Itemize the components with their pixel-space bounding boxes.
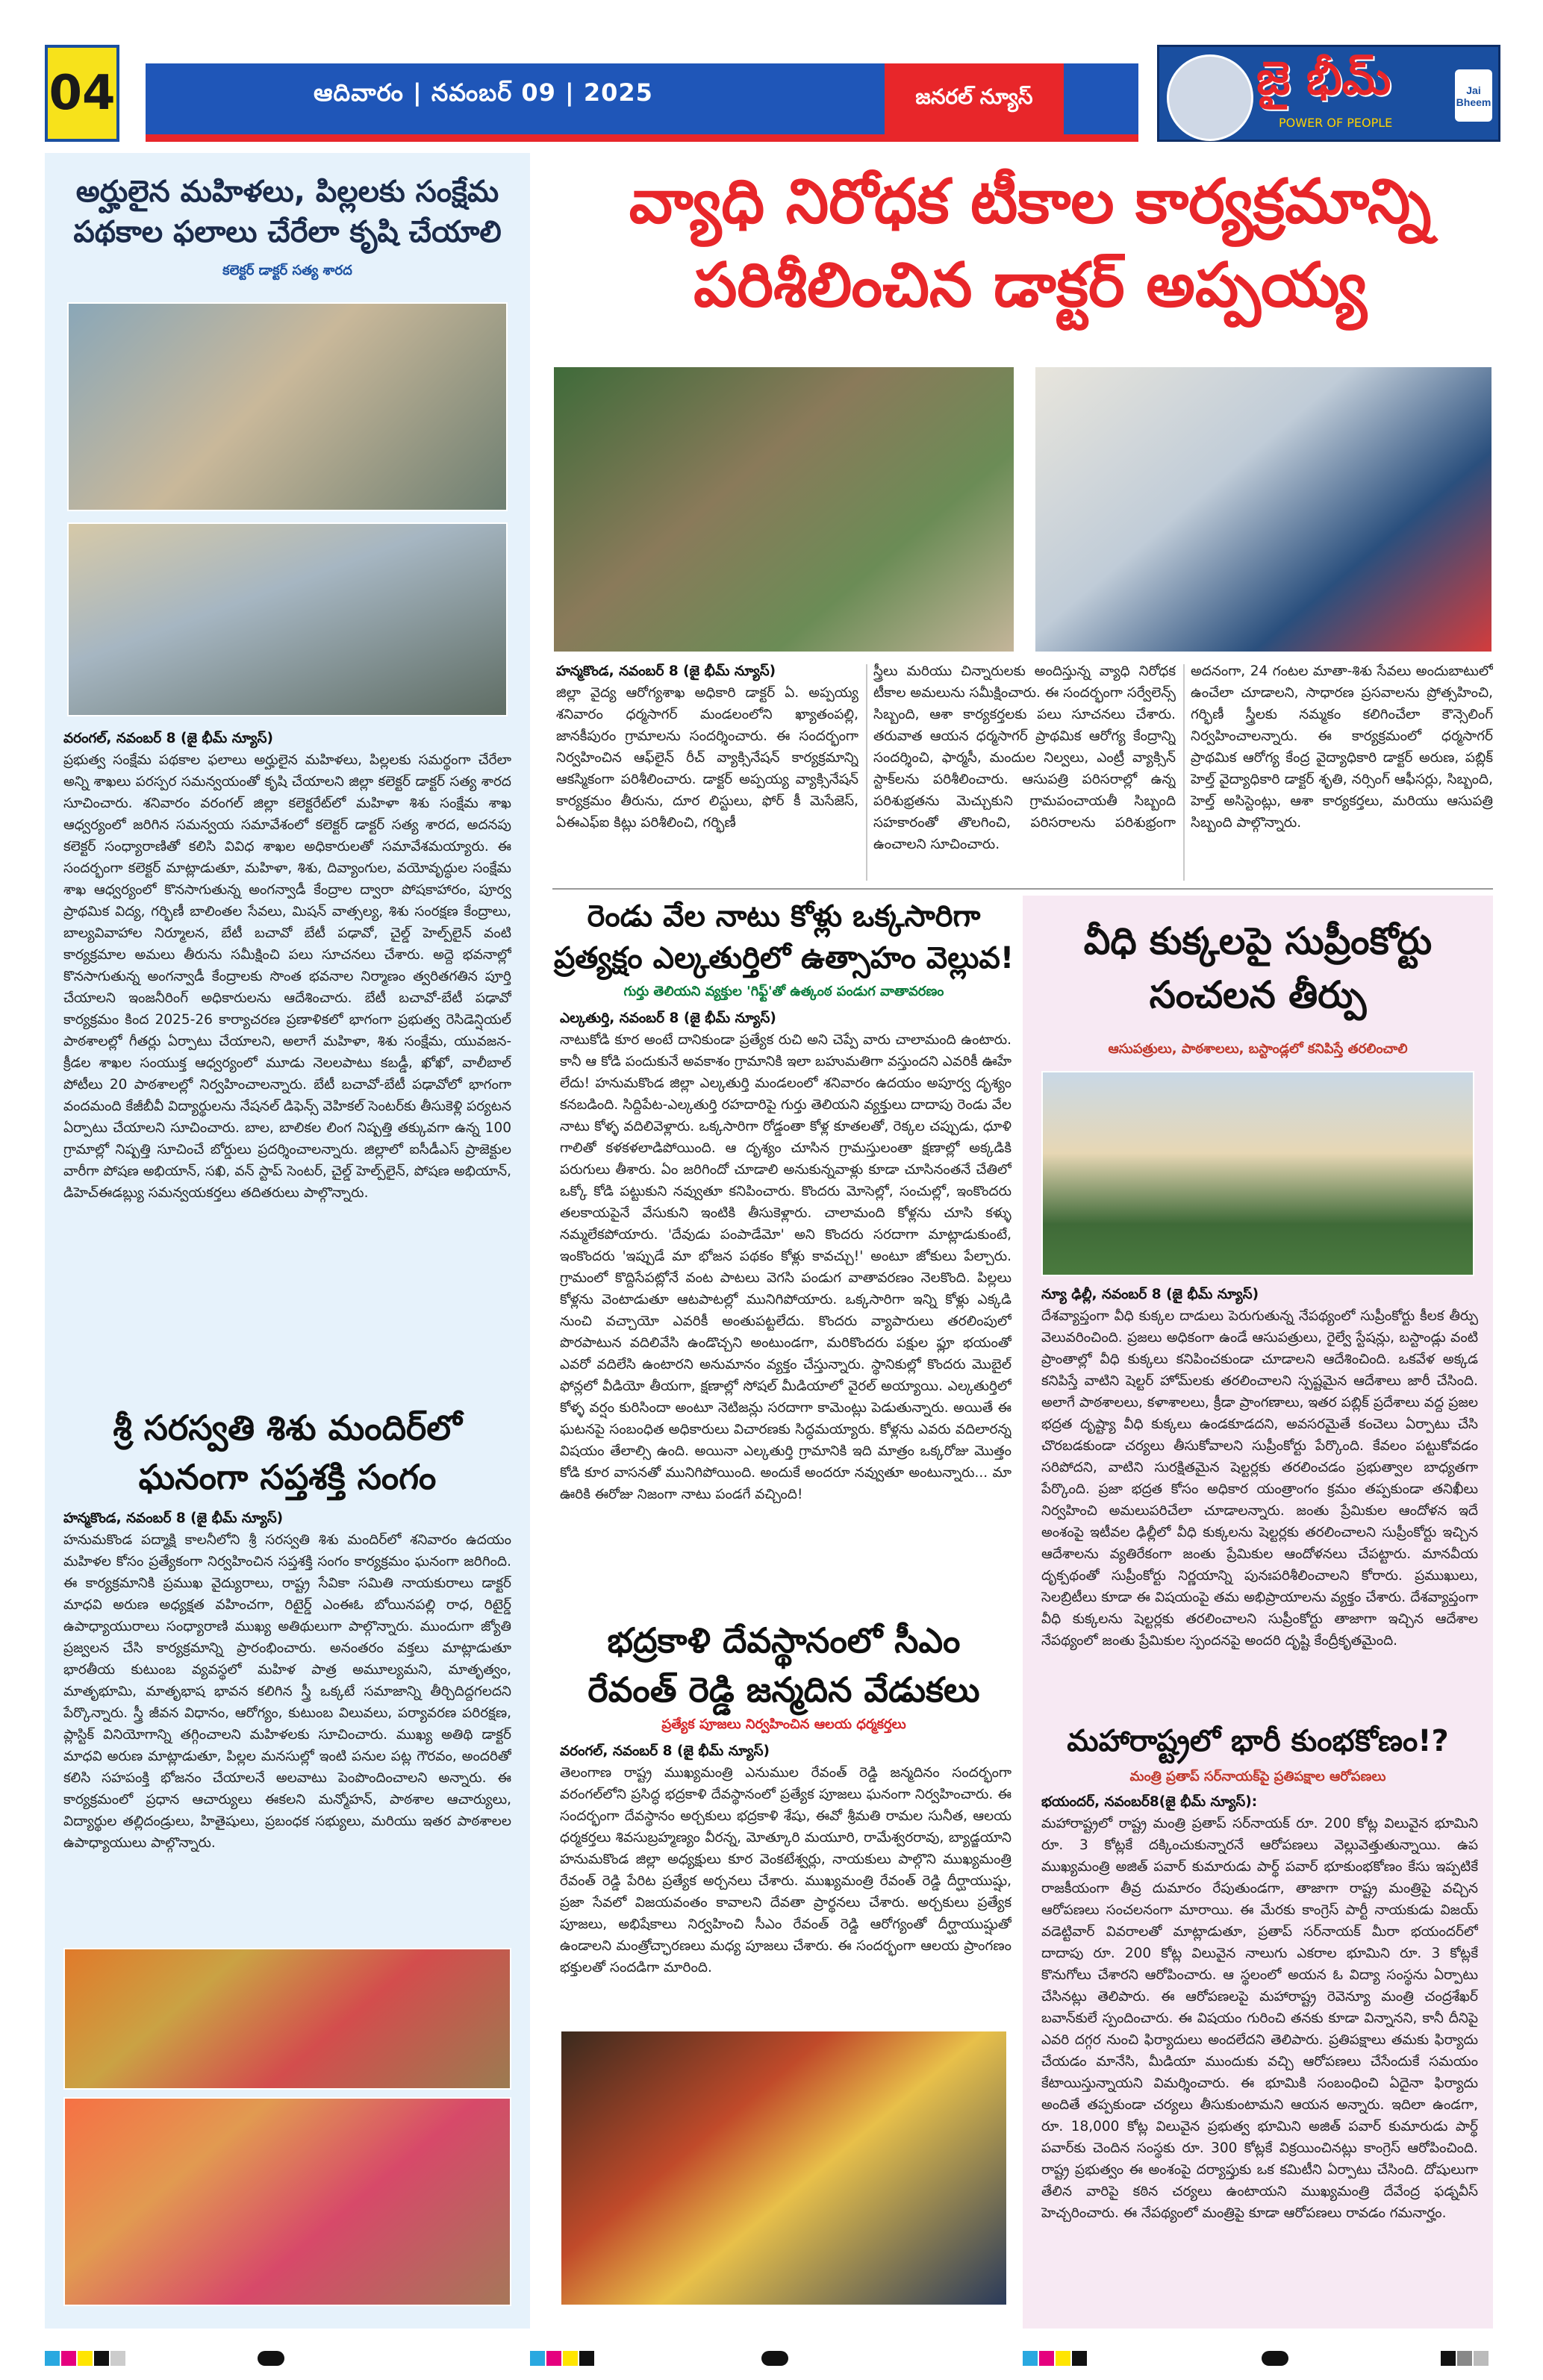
left-article-1-headline bbox=[60, 172, 515, 252]
article-text: తెలంగాణ రాష్ట్ర ముఖ్యమంత్రి ఎనుముల రేవంత్ రెడ్డి జన్మదినం సందర్భంగా వరంగల్‌లోని ప్రసిద్ధ భద్రకాళి దేవస్థానంలో ప్రత్యేక పూజలు ఘనంగా నిర్వహించారు. ఈ సందర్భంగా దేవస్థానం అర్చకులు భద్రకాళి శేషు, ఈవో శ్రీమతి రామల సునీత, ఆలయ ధర్మకర్తలు శివసుబ్రహ్మణ్యం వీరన్న, మోత్కూరి మయూరి, రామేశ్వరరావు, బ్యాడ్జయాని హనుమకొండ జిల్లా అధ్యక్షులు కూర వెంకటేశ్వర్లు, నాయకులు పాల్గొని ముఖ్యమంత్రి రేవంత్ రెడ్డి పేరిట ప్రత్యేక అర్చనలు చేశారు. ముఖ్యమంత్రి రేవంత్ రెడ్డి దీర్ఘాయుష్షు, ప్రజా సేవలో విజయవంతం కావాలని దేవతా ప్రార్థనలు చేశారు. అర్చకులు ప్రత్యేక పూజలు, అభిషేకాలు నిర్వహించి సీఎం రేవంత్ రెడ్డి ఆరోగ్యంతో దీర్ఘాయుష్షుతో ఉండాలని మంత్రోచ్ఛారణలు మధ్య పూజలు చేశారు. ఈ సందర్భంగా ఆలయ ప్రాంగణం భక్తులతో సందడిగా మారింది. bbox=[560, 1765, 1011, 1975]
reg-mark bbox=[1039, 2351, 1054, 2366]
section-label: జనరల్ న్యూస్ bbox=[885, 63, 1064, 134]
reg-mark bbox=[579, 2351, 594, 2366]
temple-photo bbox=[560, 2030, 1008, 2306]
reg-mark bbox=[1262, 2351, 1288, 2366]
headline-line: భద్రకాళి దేవస్థానంలో సీఎం bbox=[607, 1620, 961, 1661]
logo-name: జై భీమ్ bbox=[1256, 51, 1391, 105]
left-article-2-body bbox=[63, 1508, 511, 1933]
masthead-logo bbox=[1157, 45, 1500, 142]
header-underline bbox=[146, 134, 1138, 142]
event-photo-1 bbox=[63, 1948, 511, 2090]
main-article-col-3 bbox=[1191, 660, 1493, 884]
meeting-photo-2 bbox=[67, 522, 508, 716]
article-text: జిల్లా వైద్య ఆరోగ్యశాఖ అధికారి డాక్టర్ ఏ. అప్పయ్య శనివారం ధర్మసాగర్ మండలంలోని ఖ్యాతంపల్లి, జానకీపురం గ్రామాలను సందర్శించారు. ఈ సందర్భంగా నిర్వహించిన ఆఫ్‌లైన్ రీచ్ వ్యాక్సినేషన్ కార్యక్రమాన్ని ఆకస్మికంగా పరిశీలించారు. డాక్టర్ అప్పయ్య వ్యాక్సినేషన్ కార్యక్రమం తీరును, దూర లిస్టులు, ఫోర్ కీ మెసేజెస్, ఏఈఎఫ్ఐ కిట్లు పరిశీలించి, గర్భిణీ bbox=[556, 685, 858, 831]
rooster-byline: గుర్తు తెలియని వ్యక్తుల 'గిఫ్ట్'తో ఉత్కంఠ పండుగ వాతావరణం bbox=[623, 984, 944, 999]
reg-mark bbox=[78, 2351, 93, 2366]
article-text: నాటుకోడి కూర అంటే దానికుండా ప్రత్యేక రుచి అని చెప్పే వారు చాలామంది ఉంటారు. కానీ ఆ కోడి పందుకునే అవకాశం గ్రామానికి ఇలా బహుమతిగా వస్తుందని ఎవరికీ ఊహే లేదు! హనుమకొండ జిల్లా ఎల్కతుర్తి మండలంలో శనివారం ఉదయం అపూర్వ దృశ్యం కనబడింది. సిద్దిపేట-ఎల్కతుర్తి రహదారిపై గుర్తు తెలియని వ్యక్తులు దాదాపు రెండు వేల నాటు కోళ్ళ వదిలివెళ్లారు. ఒక్కసారిగా రోడ్డంతా కోళ్ల కూతలతో, రెక్కల చప్పుడు, ధూళి గాలితో కళకళలాడిపోయింది. ఆ దృశ్యం చూసిన గ్రామస్తులంతా క్షణాల్లో అక్కడికి పరుగులు తీశారు. ఏం జరిగిందో చూడాలి అనుకున్నవాళ్లు కూడా చూసినంతనే చేతిలో ఒక్కో కోడి పట్టుకుని నవ్వుతూ కనిపించారు. కొందరు మోసెల్లో, సంచుల్లో, ఇంకొందరు తలకాయపైనే వేసుకుని ఇంటికి తీసుకెళ్లారు. చాలామంది కోళ్లను చూసి కళ్ళు నమ్మలేకపోయారు. 'దేవుడు పంపాడేమో' అని కొందరు సరదాగా మాట్లాడుకుంటే, ఇంకొందరు 'ఇప్పుడే మా భోజన పథకం కోళ్లు కావచ్చు!' అంటూ జోకులు పేల్చారు. గ్రామంలో కొద్దిసేపట్లోనే వంట పాటలు వెగసి పండుగ వాతావరణం నెలకొంది. పిల్లలు కోళ్లను వెంటాడుతూ ఆటపాటల్లో మునిగిపోయారు. ఒక్కసారిగా ఇన్ని కోళ్లు ఎక్కడి నుంచి వచ్చాయో ఎవరికీ అంతుపట్టలేదు. కొందరు వ్యాపారులు తరలింపులో పొరపాటున వదిలివేసి ఉండొచ్చని అంటుండగా, మరికొందరు పక్షుల ఫ్లూ భయంతో ఎవరో వదిలేసి ఉంటారని అనుమానం వ్యక్తం చేస్తున్నారు. స్థానికుల్లో కొందరు మొబైల్ ఫోన్లలో వీడియో తీయగా, క్షణాల్లో సోషల్ మీడియాలో వైరల్ అయ్యాయి. ఎల్కతుర్తిలో కోళ్ళ వర్షం కురిసిందా అంటూ నెటిజన్లు సరదాగా కామెంట్లు పెడుతున్నారు. అయితే ఈ ఘటనపై సంబంధిత అధికారులు విచారణకు సిద్ధమయ్యారు. కోళ్లను ఎవరు వదిలారన్న విషయం తేలాల్సి ఉంది. అయినా ఎల్కతుర్తి గ్రామానికి ఇది మాత్రం ఒక్కరోజు మొత్తం కోడి కూర వాసనతో మునిగిపోయింది. అందుకే అందరూ నవ్వుతూ అంటున్నారు... మా ఊరికి ఈరోజు నిజంగా నాటు పండగే వచ్చింది! bbox=[560, 1032, 1011, 1502]
article-dateline: వరంగల్, నవంబర్ 8 (జై భీమ్ న్యూస్) bbox=[63, 731, 273, 746]
article-text: అదనంగా, 24 గంటల మాతా-శిశు సేవలు అందుబాటులో ఉంచేలా చూడాలని, సాధారణ ప్రసవాలను ప్రోత్సహించి, గర్భిణీ స్త్రీలకు నమ్మకం కలిగించేలా కౌన్సెలింగ్ నిర్వహించాలన్నారు. ఈ కార్యక్రమంలో ధర్మసాగర్ ప్రాథమిక ఆరోగ్య కేంద్ర వైద్యాధికారి డాక్టర్ అరుణ, పబ్లిక్ హెల్త్ వైద్యాధికారి డాక్టర్ శృతి, నర్సింగ్ ఆఫీసర్లు, సిబ్బంది, హెల్త్ అసిస్టెంట్లు, ఆశా కార్యకర్తలు, మరియు ఆసుపత్రి సిబ్బంది పాల్గొన్నారు. bbox=[1191, 663, 1493, 831]
header-bar bbox=[146, 63, 1138, 134]
reg-mark bbox=[761, 2351, 788, 2366]
reg-mark bbox=[1056, 2351, 1070, 2366]
field-visit-photo bbox=[552, 366, 1015, 653]
main-article-col-1 bbox=[556, 660, 858, 884]
portrait-icon bbox=[1167, 54, 1253, 141]
cm-byline: ప్రత్యేక పూజలు నిర్వహించిన ఆలయ ధర్మకర్తలు bbox=[661, 1717, 906, 1732]
dogs-body bbox=[1041, 1284, 1478, 1717]
dateline: ఆదివారం | నవంబర్ 09 | 2025 bbox=[314, 78, 653, 107]
print-registration-marks bbox=[0, 2351, 1543, 2373]
column-rule bbox=[1183, 664, 1185, 881]
scam-body bbox=[1041, 1791, 1478, 2314]
headline-line: పరిశీలించిన డాక్టర్ అప్పయ్య bbox=[693, 250, 1367, 321]
reg-mark bbox=[563, 2351, 578, 2366]
column-rule bbox=[866, 664, 867, 881]
headline-line: శ్రీ సరస్వతి శిశు మందిర్‌లో bbox=[113, 1408, 462, 1448]
cm-body bbox=[560, 1740, 1011, 2024]
left-article-1-body bbox=[63, 728, 511, 1384]
article-text: మహారాష్ట్రలో రాష్ట్ర మంత్రి ప్రతాప్ సర్‌నాయక్ రూ. 200 కోట్ల విలువైన భూమిని రూ. 3 కోట్లకే దక్కించుకున్నారనే ఆరోపణలు వెల్లువెత్తుతున్నాయి. ఉప ముఖ్యమంత్రి అజిత్ పవార్ కుమారుడు పార్థ్ పవార్ భూకుంభకోణం కేసు ఇప్పటికే రాజకీయంగా తీవ్ర దుమారం రేపుతుండగా, తాజాగా రాష్ట్ర మంత్రిపై వచ్చిన ఆరోపణలు సంచలనంగా మారాయి. ఈ మేరకు కాంగ్రెస్ పార్టీ నాయకుడు విజయ్ వడెట్టివార్ వివరాలతో మాట్లాడుతూ, ప్రతాప్ సర్‌నాయక్ మీరా భయందర్‌లో దాదాపు రూ. 200 కోట్ల విలువైన నాలుగు ఎకరాల భూమిని రూ. 3 కోట్లకే కొనుగోలు చేశారని ఆరోపించారు. ఆ స్థలంలో అయన ఓ విద్యా సంస్థను ఏర్పాటు చేసినట్లు తెలిపారు. ఈ ఆరోపణలపై మహారాష్ట్ర రెవెన్యూ మంత్రి చంద్రశేఖర్ బవాన్‌కులే స్పందించారు. ఈ విషయం గురించి తనకు కూడా విన్నానని, కానీ దీనిపై ఎవరి దగ్గర నుంచి ఫిర్యాదులు అందలేదని తెలిపారు. ప్రతిపక్షాలు తమకు ఫిర్యాదు చేయడం మానేసి, మీడియా ముందుకు వచ్చి ఆరోపణలు చేసేందుకే సమయం కేటాయిస్తున్నాయని విమర్శించారు. ఈ భూమికి సంబంధించి ఏదైనా ఫిర్యాదు అందితే తప్పకుండా చర్యలు తీసుకుంటామని ఆయన అన్నారు. ఇదిలా ఉండగా, రూ. 18,000 కోట్ల విలువైన ప్రభుత్వ భూమిని అజిత్ పవార్ కుమారుడు పార్థ్ పవార్‌కు చెందిన సంస్థకు రూ. 300 కోట్లకే విక్రయించినట్లు కాంగ్రెస్ ఆరోపించింది. రాష్ట్ర ప్రభుత్వం ఈ అంశంపై దర్యాప్తుకు ఒక కమిటీని ఏర్పాటు చేసింది. దోషులుగా తేలిన వారిపై కఠిన చర్యలు ఉంటాయని ముఖ్యమంత్రి దేవేంద్ర ఫడ్నవీస్ హెచ్చరించారు. ఈ నేపథ్యంలో మంత్రిపై కూడా ఆరోపణలు రావడం గమనార్హం. bbox=[1041, 1816, 1478, 2221]
clinic-photo bbox=[1034, 366, 1493, 653]
headline-line: వ్యాధి నిరోధక టీకాల కార్యక్రమాన్ని bbox=[629, 166, 1432, 237]
scam-headline: మహారాష్ట్రలో భారీ కుంభకోణం!? bbox=[1067, 1724, 1449, 1758]
reg-mark bbox=[94, 2351, 109, 2366]
page-number: 04 bbox=[45, 45, 119, 142]
reg-mark bbox=[530, 2351, 545, 2366]
logo-tagline: POWER OF PEOPLE bbox=[1279, 116, 1393, 130]
article-text: స్త్రీలు మరియు చిన్నారులకు అందిస్తున్న వ్యాధి నిరోధక టీకాల అమలును సమీక్షించారు. ఈ సందర్భంగా సర్వేలెన్స్ సిబ్బంది, ఆశా కార్యకర్తలకు పలు సూచనలు చేశారు. తరువాత ఆయన ధర్మసాగర్ ప్రాథమిక ఆరోగ్య కేంద్రాన్ని సందర్శించి, ఫార్మసీ, మందుల నిల్వలు, ఎంట్రీ వ్యాక్సిన్ స్టాక్‌లను పరిశీలించారు. ఆసుపత్రి పరిసరాల్లో ఉన్న పరిశుభ్రతను మెచ్చుకుని గ్రామపంచాయతీ సిబ్బంది సహకారంతో తొలగించి, పరిసరాలను పరిశుభ్రంగా ఉంచాలని సూచించారు. bbox=[873, 663, 1176, 852]
left-article-1-byline: కలెక్టర్ డాక్టర్ సత్య శారద bbox=[222, 263, 352, 278]
main-headline bbox=[545, 160, 1515, 328]
reg-mark bbox=[45, 2351, 60, 2366]
article-dateline: ఎల్కతుర్తి, నవంబర్ 8 (జై భీమ్ న్యూస్) bbox=[560, 1011, 776, 1026]
reg-mark bbox=[1441, 2351, 1456, 2366]
left-article-2-headline bbox=[60, 1403, 515, 1502]
section-divider bbox=[552, 888, 1493, 890]
main-article-col-2 bbox=[873, 660, 1176, 884]
reg-mark bbox=[258, 2351, 284, 2366]
headline-line: ఘనంగా సప్తశక్తి సంగం bbox=[138, 1457, 437, 1497]
article-dateline: భయందర్, నవంబర్8(జై భీమ్ న్యూస్): bbox=[1041, 1794, 1258, 1810]
headline-line: వీధి కుక్కలపై సుప్రీంకోర్టు bbox=[1083, 919, 1433, 963]
headline-line: రేవంత్ రెడ్డి జన్మదిన వేడుకలు bbox=[587, 1670, 980, 1710]
rooster-headline bbox=[552, 896, 1015, 979]
article-dateline: హన్మకొండ, నవంబర్ 8 (జై భీమ్ న్యూస్) bbox=[63, 1511, 284, 1526]
supreme-court-photo bbox=[1041, 1071, 1474, 1276]
reg-mark bbox=[1474, 2351, 1489, 2366]
scam-byline: మంత్రి ప్రతాప్ సర్‌నాయక్‌పై ప్రతిపక్షాల ఆరోపణలు bbox=[1129, 1769, 1386, 1784]
reg-mark bbox=[1457, 2351, 1472, 2366]
headline-line: ప్రత్యక్షం ఎల్కతుర్తిలో ఉత్సాహం వెల్లువ! bbox=[553, 941, 1014, 975]
article-text: దేశవ్యాప్తంగా వీధి కుక్కల దాడులు పెరుగుతున్న నేపథ్యంలో సుప్రీంకోర్టు కీలక తీర్పు వెలువరించింది. ప్రజలు అధికంగా ఉండే ఆసుపత్రులు, రైల్వే స్టేషన్లు, బస్టాండ్లు వంటి ప్రాంతాల్లో వీధి కుక్కలు కనిపించకుండా చూడాలని ఆదేశించింది. ఒకవేళ అక్కడ కనిపిస్తే వాటిని షెల్టర్ హోమ్‌లకు తరలించాలని స్పష్టమైన ఆదేశాలు జారీ చేసింది. అలాగే పాఠశాలలు, కళాశాలలు, క్రీడా ప్రాంగణాలు, ఇతర పబ్లిక్ ప్రదేశాలు వద్ద ప్రజల భద్రత దృష్ట్యా వీధి కుక్కలు ఉండకూడదని, అవసరమైతే కంచెలు ఏర్పాటు చేసి చొరబడకుండా చర్యలు తీసుకోవాలని సుప్రీంకోర్టు పేర్కొంది. కేవలం పట్టుకోవడం సరిపోదని, వాటిని సురక్షితమైన షెల్టర్లకు తరలించడం ప్రభుత్వాల బాధ్యతగా పేర్కొంది. ప్రజా భద్రత కోసం అధికార యంత్రాంగం క్రమం తప్పకుండా తనిఖీలు నిర్వహించి అమలుపరిచేలా చూడాలన్నారు. జంతు ప్రేమికుల ఆందోళన ఇదే అంశంపై ఇటీవల ఢిల్లీలో వీధి కుక్కలను షెల్టర్లకు తరలించాలని సుప్రీంకోర్టు ఇచ్చిన ఆదేశాలను వ్యతిరేకంగా జంతు ప్రేమికుల ఆందోళనలు చేపట్టారు. మానవీయ దృక్పథంతో సుప్రీంకోర్టు నిర్ణయాన్ని పునఃపరిశీలించాలని కోరారు. ప్రముఖులు, సెలబ్రిటీలు కూడా ఈ విషయంపై తమ అభిప్రాయాలను వ్యక్తం చేశారు. దేశవ్యాప్తంగా వీధి కుక్కలను షెల్టర్లకు తరలించాలని సుప్రీంకోర్టు తాజాగా ఇచ్చిన ఆదేశాల నేపథ్యంలో జంతు ప్రేమికుల స్పందనపై అందరి దృష్టి కేంద్రీకృతమైంది. bbox=[1041, 1308, 1478, 1649]
reg-mark bbox=[546, 2351, 561, 2366]
meeting-photo-1 bbox=[67, 302, 508, 511]
article-dateline: హన్మకొండ, నవంబర్ 8 (జై భీమ్ న్యూస్) bbox=[556, 663, 776, 679]
logo-mark-text: Jai Bheem bbox=[1456, 84, 1491, 108]
reg-mark bbox=[1023, 2351, 1038, 2366]
dogs-byline: ఆసుపత్రులు, పాఠశాలలు, బస్టాండ్లలో కనిపిస్తే తరలించాలి bbox=[1108, 1041, 1408, 1057]
article-dateline: న్యూ ఢిల్లీ, నవంబర్ 8 (జై భీమ్ న్యూస్) bbox=[1041, 1287, 1259, 1302]
reg-mark bbox=[110, 2351, 125, 2366]
event-photo-2 bbox=[63, 2097, 511, 2306]
article-text: ప్రభుత్వ సంక్షేమ పథకాల ఫలాలు అర్హులైన మహిళలు, పిల్లలకు సమర్థంగా చేరేలా అన్ని శాఖలు పరస్పర సమన్వయంతో కృషి చేయాలని జిల్లా కలెక్టర్ డాక్టర్ సత్య శారద సూచించారు. శనివారం వరంగల్ జిల్లా కలెక్టరేట్‌లో మహిళా శిశు సంక్షేమ శాఖ ఆధ్వర్యంలో జరిగిన సమన్వయ సమావేశంలో కలెక్టర్ డాక్టర్ సత్య శారద, అదనపు కలెక్టర్ సంధ్యారాణితో కలిసి వివిధ శాఖల అధికారులతో సమావేశమయ్యారు. ఈ సందర్భంగా కలెక్టర్ మాట్లాడుతూ, మహిళా, శిశు, దివ్యాంగుల, వయోవృద్ధుల సంక్షేమ శాఖ ఆధ్వర్యంలో కొనసాగుతున్న అంగన్వాడీ కేంద్రాల ద్వారా పోషకాహారం, పూర్వ ప్రాథమిక విద్య, గర్భిణీ బాలింతల సేవలు, మిషన్ వాత్సల్య, శిశు సంరక్షణ కేంద్రాలు, బాల్యవివాహాల నిర్మూలన, బేటీ బచావో బేటీ పఢావో, చైల్డ్ హెల్ప్‌లైన్ వంటి కార్యక్రమాల అమలు తీరును సమీక్షించి పలు సూచనలు చేశారు. అద్దె భవనాల్లో కొనసాగుతున్న అంగన్వాడీ కేంద్రాలకు సొంత భవనాల నిర్మాణం త్వరితగతిన పూర్తి చేయాలని ఇంజనీరింగ్ అధికారులను ఆదేశించారు. బేటీ బచావో-బేటీ పఢావో కార్యక్రమం కింద 2025-26 కార్యాచరణ ప్రణాళికలో భాగంగా ప్రభుత్వ రెసిడెన్షియల్ పాఠశాలల్లో గీతర్లు ఏర్పాటు చేయాలని, అలాగే మహిళా, శిశు సంక్షేమ, యువజన-క్రీడల శాఖల సంయుక్త ఆధ్వర్యంలో మూడు నెలలపాటు కబడ్డీ, ఖోఖో, వాలీబాల్ పోటీలు 20 పాఠశాలల్లో నిర్వహించాలన్నారు. బేటీ బచావో-బేటీ పఢావోలో భాగంగా వందమంది కేజీబీవీ విద్యార్థులను నేషనల్ డిఫెన్స్ వెహికల్ సెంటర్‌కు తీసుకెళ్లి పర్యటన ఏర్పాటు చేయాలని సూచించారు. బాల, బాలికల లింగ నిష్పత్తి తక్కువగా ఉన్న 100 గ్రామాల్లో నిష్పత్తి సూచించే బోర్డులు ప్రదర్శించాలన్నారు. జిల్లాలో ఐసీడీఎస్ ప్రాజెక్టుల వారీగా పోషణ అభియాన్, సఖి, వన్ స్టాప్ సెంటర్, చైల్డ్ హెల్ప్‌లైన్, పోషణ అభియాన్, డిహెచ్‌ఈడబ్ల్యు సమన్వయకర్తలు తదితరులు పాల్గొన్నారు. bbox=[63, 752, 511, 1201]
logo-mark bbox=[1455, 69, 1492, 122]
headline-line: రెండు వేల నాటు కోళ్లు ఒక్కసారిగా bbox=[587, 899, 981, 934]
reg-mark bbox=[61, 2351, 76, 2366]
article-text: హనుమకొండ పద్మాక్షి కాలనీలోని శ్రీ సరస్వతి శిశు మందిర్‌లో శనివారం ఉదయం మహిళల కోసం ప్రత్యేకంగా నిర్వహించిన సప్తశక్తి సంగం కార్యక్రమం ఘనంగా జరిగింది. ఈ కార్యక్రమానికి ప్రముఖ వైద్యురాలు, రాష్ట్ర సేవికా సమితి నాయకురాలు డాక్టర్ మాధవి అరుణ అధ్యక్షత వహించగా, రిటైర్డ్ ఎంఈఓ బోయినపల్లి రాధ, రిటైర్డ్ ఉపాధ్యాయురాలు సంధ్యారాణి ముఖ్య అతిథులుగా పాల్గొన్నారు. ముందుగా జ్యోతి ప్రజ్వలన చేసి కార్యక్రమాన్ని ప్రారంభించారు. అనంతరం వక్తలు మాట్లాడుతూ భారతీయ కుటుంబ వ్యవస్థలో మహిళ పాత్ర అమూల్యమని, మాతృత్వం, మాతృభూమి, మాతృభాష భావన కలిగిన స్త్రీ ఒక్కటే సమాజాన్ని తీర్చిదిద్దగలదని పేర్కొన్నారు. స్త్రీ జీవన విధానం, ఆరోగ్యం, కుటుంబ విలువలు, పర్యావరణ పరిరక్షణ, ప్లాస్టిక్ వినియోగాన్ని తగ్గించాలని మహిళలకు సూచించారు. ముఖ్య అతిథి డాక్టర్ మాధవి అరుణ మాట్లాడుతూ, పిల్లల మనసుల్లో ఇంటి పనుల పట్ల గౌరవం, అందరితో కలిసి సహపంక్తి భోజనం చేయాలనే అలవాటు పెంపొందించాలని అన్నారు. ఈ కార్యక్రమంలో ప్రధాన ఆచార్యులు ఈకలని మన్మోహన్, పాఠశాల ఆచార్యులు, విద్యార్థుల తల్లిదండ్రులు, హితైషులు, ప్రబంధక సభ్యులు, మరియు ఇతర పాఠశాలల ఉపాధ్యాయులు పాల్గొన్నారు. bbox=[63, 1532, 511, 1851]
dogs-headline bbox=[1030, 914, 1486, 1022]
cm-headline bbox=[552, 1616, 1015, 1714]
headline-line: పథకాల ఫలాలు చేరేలా కృషి చేయాలి bbox=[73, 215, 502, 249]
headline-line: అర్హులైన మహిళలు, పిల్లలకు సంక్షేమ bbox=[75, 175, 499, 209]
rooster-body bbox=[560, 1008, 1011, 1608]
headline-line: సంచలన తీర్పు bbox=[1149, 973, 1367, 1016]
reg-mark bbox=[1072, 2351, 1087, 2366]
article-dateline: వరంగల్, నవంబర్ 8 (జై భీమ్ న్యూస్) bbox=[560, 1743, 770, 1759]
